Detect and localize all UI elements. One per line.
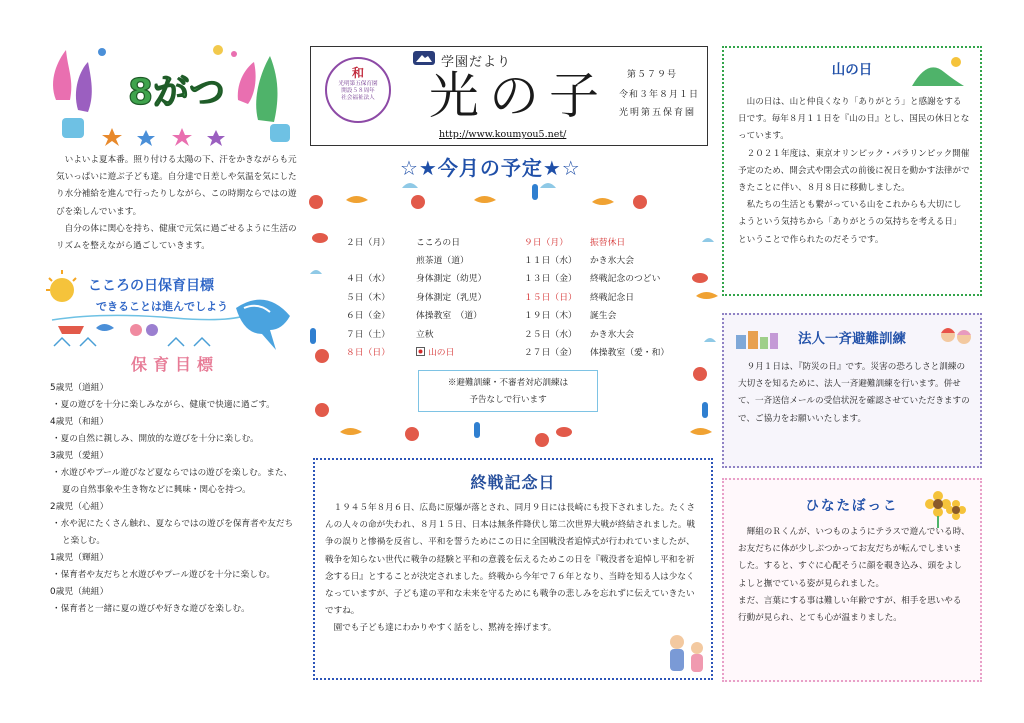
yama-section [722,46,982,296]
schedule-event: こころの日 [416,237,460,248]
schedule-date: ２７日（金） [524,348,577,359]
jellyfish-icon [130,324,142,336]
schedule-event: 身体測定（幼児） [416,274,487,285]
shell-block-icon [62,118,84,138]
schedule-note-line: ※避難訓練・不審者対応訓練は [447,378,569,388]
shusen-body [325,500,703,638]
goal-item [50,380,298,414]
yama-paragraph: ２０２１年度は、東京オリンピック・パラリンピック開催予定のため、開会式や閉会式の前後に祝日を動かす法律ができたことに伴い、８月８日に移動しました。 [738,148,970,194]
schedule-event: かき氷大会 [590,329,634,340]
shusen-paragraph: 園でも子ども達にわかりやすく話をし、黙祷を捧げます。 [333,623,557,634]
goal-item [50,448,298,499]
schedule-event: 体操教室（愛・和） [590,348,670,359]
goal-text: ・夏の自然に親しみ、開放的な遊びを十分に楽しむ。 [52,434,259,444]
schedule-date: ６日（金） [346,311,390,322]
starfish-row-icon [102,128,225,146]
goals-heading: 保育目標 [130,355,219,374]
schedule-date: ９日（月） [524,237,568,248]
children-helmet-icon [938,323,974,351]
schedule-row [346,250,692,268]
august-banner-illustration [48,40,294,146]
schedule-event: 体操教室 （道） [416,311,482,322]
evacuation-drill-body [738,359,970,428]
bubble-icon [98,48,106,56]
schedule-date: ２５日（水） [524,329,577,340]
evacuation-drill-paragraph: ９月１日は、『防災の日』です。災害の恐ろしさと訓練の大切さを知るために、法人一斉避難訓練を行います。併せて、一斉送信メールの受信状況を確認させていただきますので、ご協力をお願いいたします。 [738,362,970,424]
fish-icon [96,324,114,331]
school-logo-emblem [325,57,391,123]
goal-class: 0歳児（純組） [50,587,109,597]
yama-paragraph: 私たちの生活とも繋がっている山をこれからも大切にしようという気持ちから「ありがとうの気持ちを考える日」ということで作られたのだそうです。 [738,200,962,245]
goal-class: 1歳児（輝組） [50,553,109,563]
intro-paragraph: いよいよ夏本番。照り付ける太陽の下、汗をかきながらも元気いっぱいに遊ぶ子ども達。自分達で日差しや気温を気にしたり水分補給を進んで行ったりしながら、この時期ならではの遊びを楽しんでいます。 [56,155,297,217]
coral-purple-icon [76,62,92,112]
hinatabokko-paragraph: 輝組のＲくんが、いつものようにテラスで遊んでいる時、お友だちに体が少しぶつかってお友だちが転んでしまいました。すると、すぐに心配そうに顔を覗き込み、頭をよしよしと撫でている姿が見られました。 [738,527,970,589]
schedule-event: 身体測定（乳児） [416,292,487,303]
schedule-date: ７日（土） [346,329,390,340]
goal-class: 5歳児（道組） [50,383,109,393]
hinatabokko-body [738,524,970,627]
yama-paragraph: 山の日は、山と仲良くなり「ありがとう」と感謝をする日です。毎年８月１１日を『山の日』とし、国民の休日となっています。 [738,97,970,142]
intro-paragraph: 自分の体に関心を持ち、健康で元気に過ごせるように生活のリズムを整えながら過ごしていきます。 [56,223,297,252]
schedule-date: １１日（水） [524,256,577,267]
website-link[interactable]: http://www.koumyou5.net/ [439,129,567,140]
issue-org: 光明第五保育園 [619,108,697,118]
goal-text: ・保育者と一緒に夏の遊びや好きな遊びを楽しむ。 [52,604,250,614]
logo-mark: 和 [351,66,364,80]
shusen-section [313,458,713,680]
schedule-row [346,269,692,287]
goal-item [50,584,298,618]
schedule-event: 終戦記念日 [590,292,634,303]
logo-org: 社会福祉法人 [341,95,375,101]
bubble-icon [231,51,237,57]
schedule-heading: ☆★今月の予定★☆ [400,156,581,180]
goal-item [50,414,298,448]
hinatabokko-section [722,478,982,682]
issue-date: 令和３年８月１日 [619,90,700,100]
schedule-date: １５日（日） [524,292,577,303]
goals-list [50,380,298,618]
schedule-table [346,232,692,361]
evacuation-drill-section [722,313,982,468]
schedule-event: 誕生会 [590,311,617,322]
schedule-event: 終戦記念のつどい [590,274,661,285]
schedule-row [346,232,692,250]
schedule-note-line: 予告なしで行います [469,395,547,405]
intro-text [56,152,298,255]
schedule-row [346,287,692,305]
schedule-event: 振替休日 [590,237,626,248]
shusen-title: 終戦記念日 [470,473,556,492]
kokoro-title: こころの日保育目標 [88,278,214,294]
bubble-icon [213,45,223,55]
evacuation-drill-title: 法人一斉避難訓練 [798,331,906,347]
hinatabokko-title: ひなたぼっこ [805,498,899,514]
schedule-event: かき氷大会 [590,256,634,267]
goal-class: 4歳児（和組） [50,417,109,427]
schedule-event: 煎茶道（道） [416,256,469,267]
schedule-row [346,342,692,360]
schedule-event: 立秋 [416,329,434,340]
kokoro-subtitle: できることは進んでしよう [96,300,228,313]
boat-icon [58,326,84,334]
schedule-date: ２日（月） [346,237,390,248]
goal-text: ・水や泥にたくさん触れ、夏ならではの遊びを保育者や友だちと楽しむ。 [52,519,294,546]
schedule-event: 山の日 [428,348,455,359]
masthead-subtitle: 学園だより [441,55,512,70]
schedule-date: １３日（金） [524,274,577,285]
schedule-date: ８日（日） [346,348,390,359]
yama-title: 山の日 [831,62,873,78]
goal-text: ・保育者や友だちと水遊びやプール遊びを十分に楽しむ。 [52,570,276,580]
jellyfish-icon [146,324,158,336]
goal-text: ・水遊びやプール遊びなど夏ならではの遊びを楽しむ。また、夏の自然事象や生き物などに興味・関心を持つ。 [52,468,293,495]
coral-left-icon [53,50,71,100]
goal-item [50,550,298,584]
logo-name: 光明第五保育園 [338,81,378,87]
schedule-event-cell [416,342,524,360]
shusen-paragraph: １９４５年８月６日、広島に原爆が落とされ、同月９日には長崎にも投下されました。たくさんの人々の命が失われ、８月１５日、日本は無条件降伏し第二次世界大戦が終結されました。戦争の誤りと惨禍を反省し、平和を誓うためにこの日に全国戦没者追悼式が行われていましたが、戦争を知らない世代に戦争の経験と平和の意義を伝えるためこの日を『戦没者を追悼し平和を祈念する日』とすることが決定されました。終戦から今年で７６年となり、当時を知る人は少なくなっていますが、子ども達の平和な未来を守るためにも戦争の悲しみを忘れずに伝えていきたいですね。 [325,503,696,617]
sunflower-icon [924,490,966,528]
family-illustration-icon [665,630,711,678]
goal-text: ・夏の遊びを十分に楽しみながら、健康で快適に過ごす。 [52,400,275,410]
august-title: 8がつ [128,72,226,113]
wave-line [52,315,244,320]
wave-pattern [54,338,210,346]
seaweed-right-icon [256,56,277,122]
schedule-date: ４日（水） [346,274,390,285]
coral-right-icon [238,62,256,104]
sun-icon [50,278,74,302]
mountain-emblem-icon [413,51,435,65]
masthead [310,46,708,146]
yama-body [738,94,970,249]
mountain-illustration-icon [910,54,966,88]
hinatabokko-paragraph: まだ、言葉にする事は難しい年齢ですが、相手を思いやる行動が見られ、とても心が温まりました。 [738,595,962,623]
schedule-note [418,370,598,412]
goal-class: 3歳児（愛組） [50,451,109,461]
goal-item [50,499,298,550]
goal-class: 2歳児（心組） [50,502,109,512]
japan-flag-icon [416,347,425,356]
masthead-title: 光の子 [429,67,609,125]
issue-number: 第５７９号 [627,70,678,80]
schedule-row [346,324,692,342]
schedule-date: １９日（木） [524,311,577,322]
schedule-date [346,250,416,268]
schedule-row [346,306,692,324]
shell-block-icon [270,124,290,142]
schedule-date: ５日（木） [346,292,390,303]
logo-anniversary: 開設５８周年 [341,88,375,94]
